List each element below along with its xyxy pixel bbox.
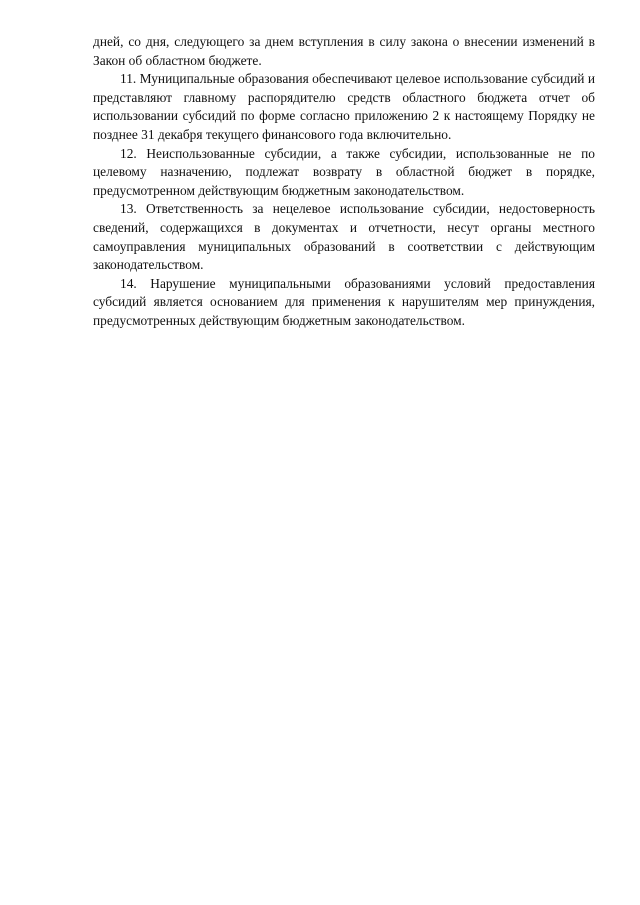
paragraph-item-11: 11. Муниципальные образования обеспечивают целевое использование субсидий и представляют главному распорядителю средств областного бюджета отчет об использовании субсидий по форме согласно приложению 2 к настоящему Порядку не позднее 31 декабря текущего финансового года включительно.: [93, 71, 595, 142]
paragraph-item-14: 14. Нарушение муниципальными образованиями условий предоставления субсидий является основанием для применения к нарушителям мер принуждения, предусмотренных действующим бюджетным законодательством.: [93, 275, 595, 328]
paragraph-continuation: дней, со дня, следующего за днем вступления в силу закона о внесении изменений в Закон об областном бюджете.: [93, 34, 595, 68]
document-body: [93, 33, 595, 331]
paragraph-item-12: 12. Неиспользованные субсидии, а также субсидии, использованные не по целевому назначению, подлежат возврату в областной бюджет в порядке, предусмотренном действующим бюджетным законодательством.: [93, 145, 595, 198]
paragraph-item-13: 13. Ответственность за нецелевое использование субсидии, недостоверность сведений, содержащихся в документах и отчетности, несут органы местного самоуправления муниципальных образований в соответствии с действующим законодательством.: [93, 201, 595, 273]
